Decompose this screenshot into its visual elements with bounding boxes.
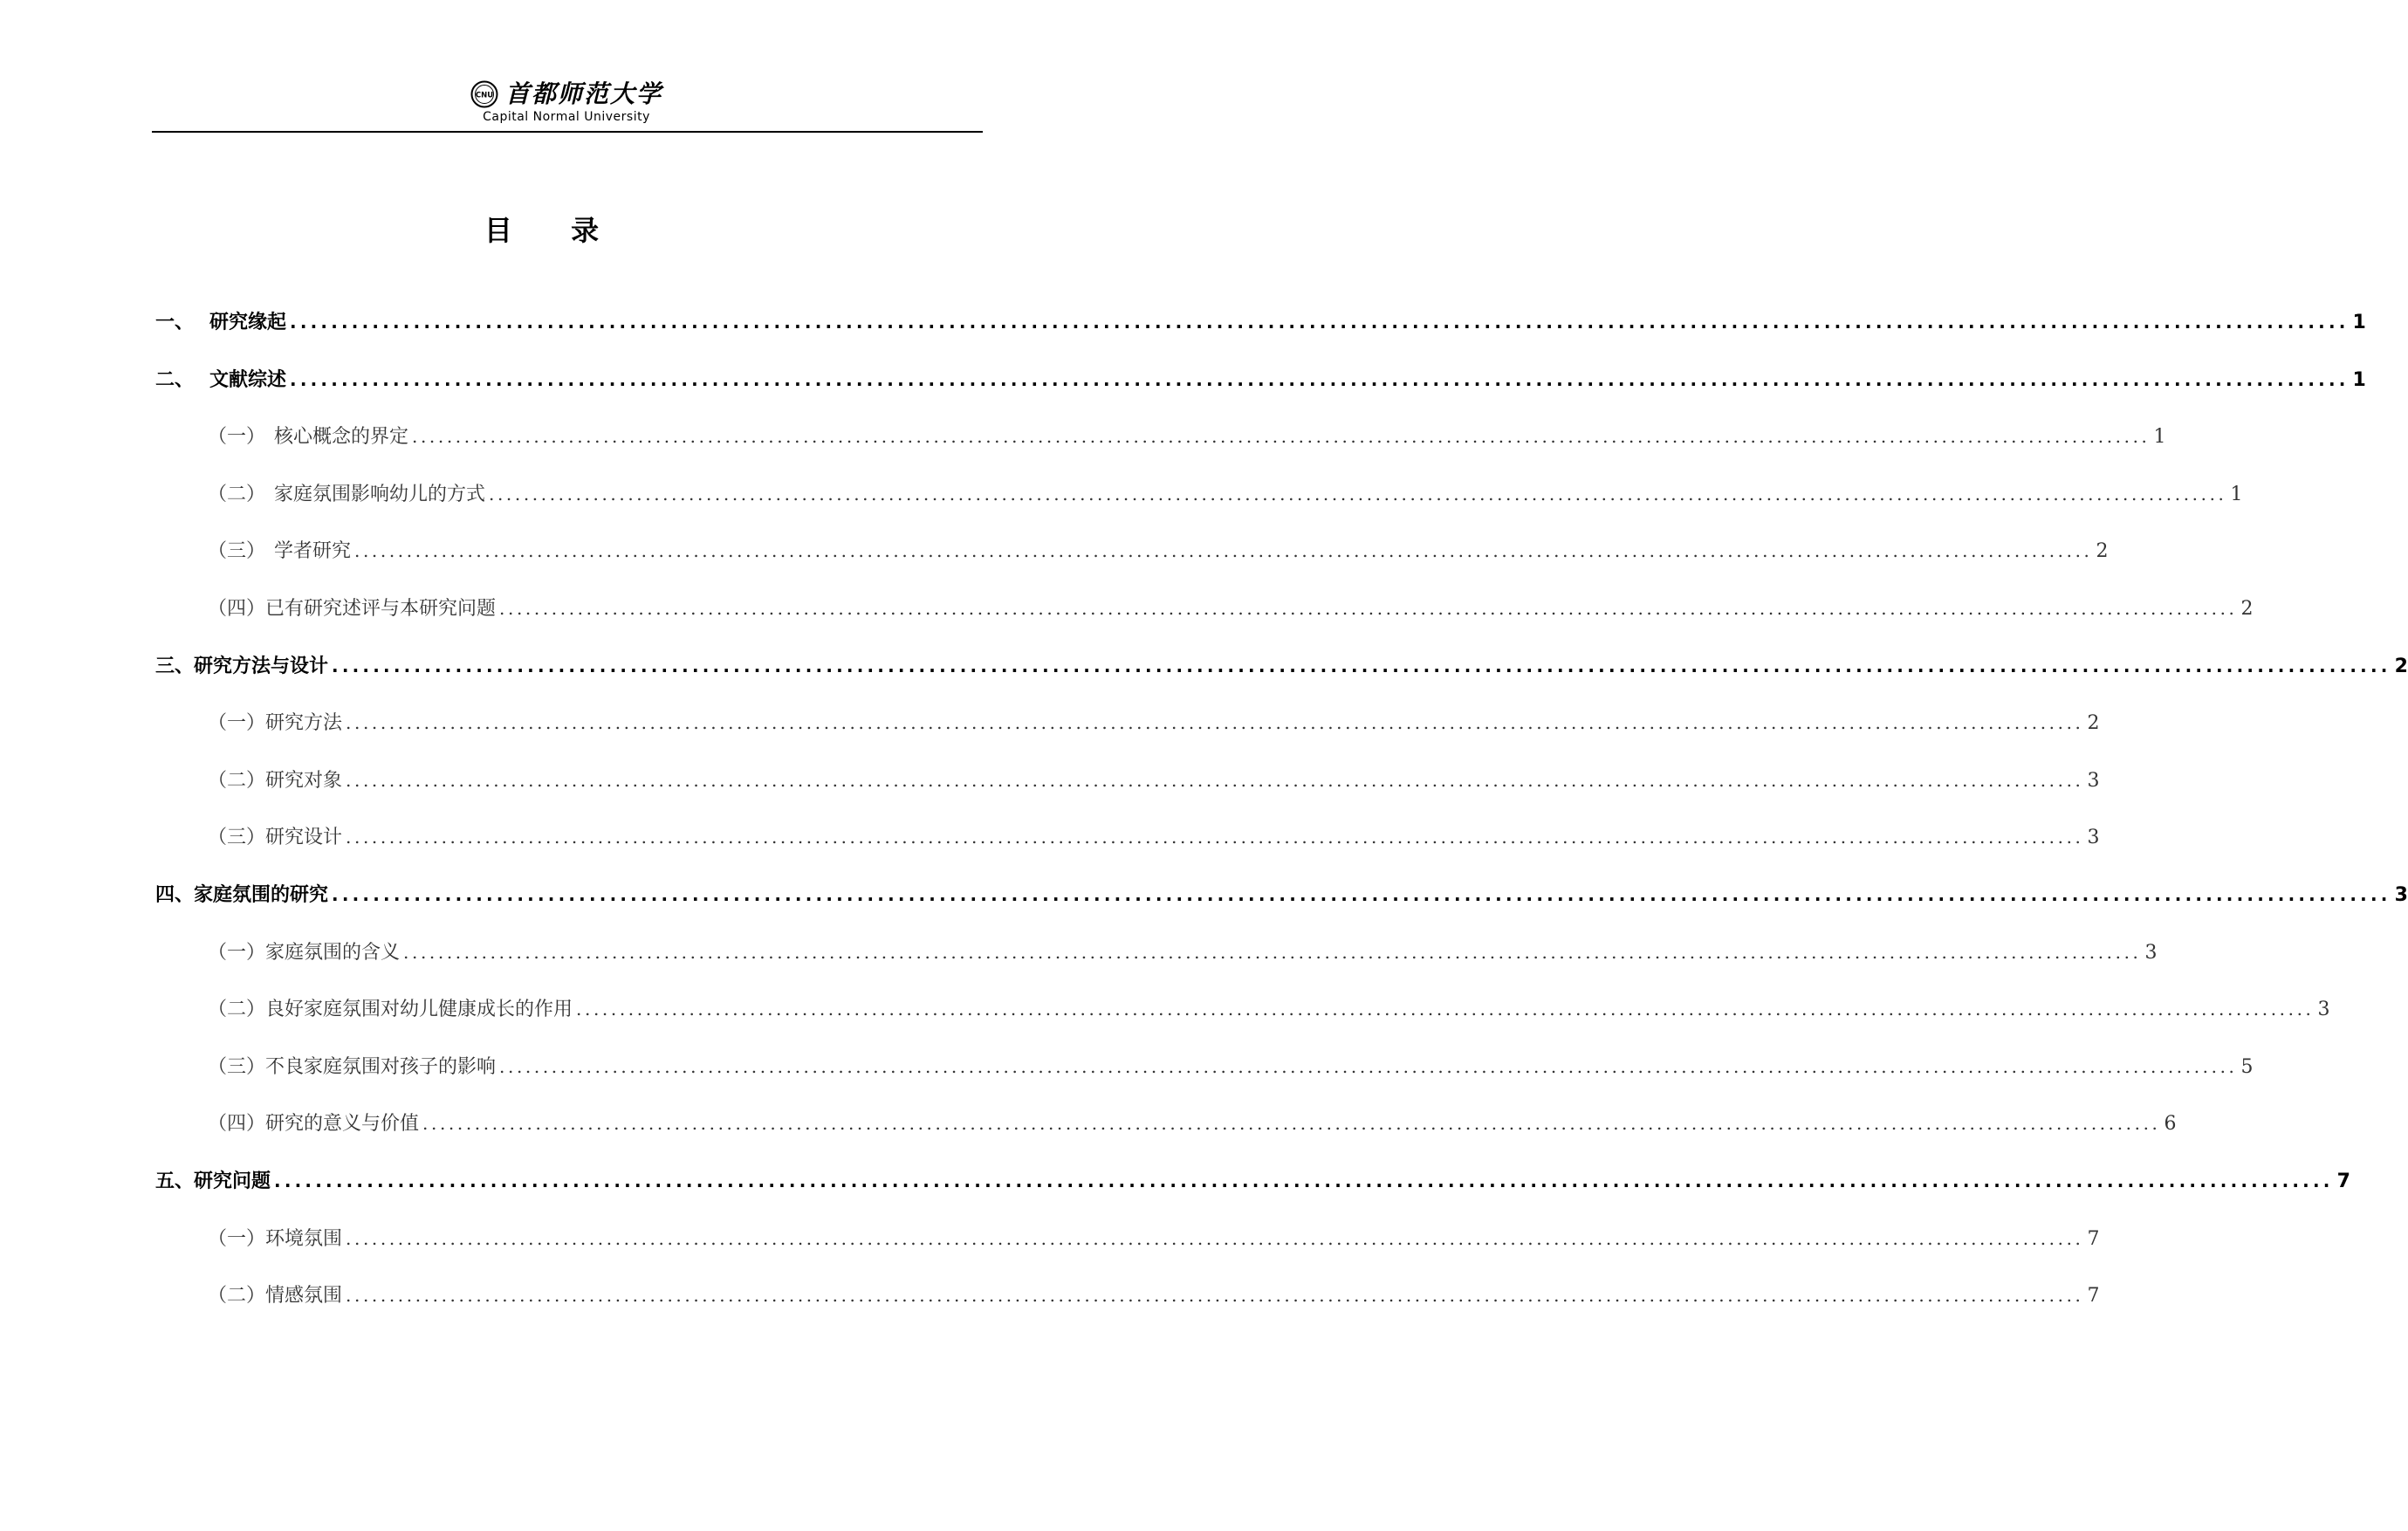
toc-entry-label: 学者研究	[274, 540, 352, 563]
toc-dot-leader: ........................................................................................................................................................................................................	[354, 540, 2093, 562]
toc-dot-leader: ........................................................................................................................................................................................................	[290, 368, 2350, 390]
header-divider	[152, 131, 983, 133]
toc-entry[interactable]	[155, 307, 2366, 365]
toc-entry-number: （二）	[208, 483, 266, 505]
toc-entry-number: （四）	[208, 1113, 266, 1136]
toc-entry-number: （二）	[208, 769, 266, 792]
toc-entry[interactable]	[155, 1052, 2254, 1109]
toc-entry[interactable]	[155, 994, 2330, 1052]
toc-entry[interactable]	[155, 594, 2254, 651]
toc-entry[interactable]	[155, 422, 2166, 479]
toc-entry[interactable]	[155, 766, 2100, 823]
toc-entry-label: 研究设计	[265, 827, 343, 849]
toc-entry-number: （一）	[208, 941, 266, 964]
toc-page-number: 2	[2240, 597, 2254, 620]
toc-entry-number: 二、	[155, 368, 195, 391]
university-name-cn: 首都师范大学	[504, 79, 662, 108]
toc-entry-number: （三）	[208, 1055, 266, 1078]
toc-page-number: 7	[2336, 1170, 2350, 1192]
toc-entry-number: （一）	[208, 712, 266, 735]
toc-entry-label: 家庭氛围影响幼儿的方式	[274, 483, 486, 505]
university-seal-icon	[470, 80, 498, 108]
toc-page-number: 6	[2164, 1113, 2177, 1136]
toc-dot-leader: ........................................................................................................................................................................................................	[332, 883, 2391, 905]
toc-page-number: 2	[2394, 655, 2408, 677]
page-header	[152, 77, 981, 131]
toc-page-number: 3	[2317, 999, 2330, 1021]
table-of-contents	[155, 307, 2408, 1338]
toc-entry-label: 不良家庭氛围对孩子的影响	[265, 1055, 497, 1078]
toc-entry-number: 五、	[155, 1170, 195, 1192]
toc-entry-number: （二）	[208, 999, 266, 1021]
toc-dot-leader: ........................................................................................................................................................................................................	[422, 1113, 2161, 1135]
university-name-en: Capital Normal University	[483, 110, 650, 124]
toc-entry-label: 研究对象	[265, 769, 343, 792]
toc-entry-number: （三）	[208, 540, 266, 563]
toc-page-number: 5	[2240, 1055, 2254, 1078]
toc-dot-leader: ........................................................................................................................................................................................................	[346, 1285, 2084, 1307]
toc-dot-leader: ........................................................................................................................................................................................................	[346, 827, 2084, 848]
toc-dot-leader: ........................................................................................................................................................................................................	[346, 712, 2084, 734]
toc-dot-leader: ........................................................................................................................................................................................................	[346, 1227, 2084, 1249]
toc-entry-number: （四）	[208, 597, 266, 620]
toc-page-number: 7	[2087, 1227, 2100, 1250]
toc-entry-label: 环境氛围	[265, 1227, 343, 1250]
toc-entry[interactable]	[155, 479, 2243, 537]
toc-entry-label: 已有研究述评与本研究问题	[265, 597, 497, 620]
toc-entry[interactable]	[155, 708, 2100, 766]
toc-entry-label: 文献综述	[209, 368, 287, 391]
toc-entry-number: 三、	[155, 655, 195, 677]
toc-dot-leader: ........................................................................................................................................................................................................	[274, 1170, 2334, 1191]
toc-entry-label: 家庭氛围的含义	[265, 941, 401, 964]
toc-entry[interactable]	[155, 651, 2408, 709]
toc-entry[interactable]	[155, 822, 2100, 880]
toc-dot-leader: ........................................................................................................................................................................................................	[489, 483, 2227, 505]
toc-entry[interactable]	[155, 1224, 2100, 1281]
toc-entry[interactable]	[155, 880, 2408, 937]
toc-dot-leader: ........................................................................................................................................................................................................	[499, 597, 2238, 619]
toc-entry-label: 核心概念的界定	[274, 426, 409, 449]
toc-entry[interactable]	[155, 1109, 2177, 1166]
toc-dot-leader: ........................................................................................................................................................................................................	[576, 999, 2315, 1020]
toc-page-number: 3	[2087, 769, 2100, 792]
toc-entry-label: 研究方法	[265, 712, 343, 735]
toc-entry-label: 研究问题	[194, 1170, 271, 1192]
toc-entry-label: 家庭氛围的研究	[194, 883, 329, 906]
toc-page-number: 3	[2144, 941, 2158, 964]
toc-page-number: 7	[2087, 1285, 2100, 1308]
toc-dot-leader: ........................................................................................................................................................................................................	[412, 426, 2151, 448]
toc-title: 目 录	[484, 214, 624, 247]
toc-dot-leader: ........................................................................................................................................................................................................	[332, 655, 2391, 676]
toc-entry[interactable]	[155, 937, 2158, 995]
toc-page-number: 3	[2394, 883, 2408, 906]
toc-entry[interactable]	[155, 536, 2109, 594]
toc-dot-leader: ........................................................................................................................................................................................................	[403, 941, 2142, 963]
toc-page-number: 1	[2352, 312, 2366, 333]
university-logo	[152, 77, 981, 112]
toc-page-number: 1	[2153, 426, 2166, 449]
toc-entry-label: 研究方法与设计	[194, 655, 329, 677]
toc-entry-number: （一）	[208, 426, 266, 449]
toc-page-number: 2	[2096, 540, 2109, 563]
toc-entry[interactable]	[155, 1280, 2100, 1338]
toc-entry-label: 良好家庭氛围对幼儿健康成长的作用	[265, 999, 573, 1021]
toc-entry-number: （二）	[208, 1285, 266, 1308]
toc-entry-number: （三）	[208, 827, 266, 849]
toc-entry[interactable]	[155, 1166, 2350, 1224]
toc-entry-label: 情感氛围	[265, 1285, 343, 1308]
toc-dot-leader: ........................................................................................................................................................................................................	[499, 1055, 2238, 1077]
toc-entry[interactable]	[155, 365, 2366, 422]
seal-text: CNU	[475, 91, 494, 100]
toc-entry-number: （一）	[208, 1227, 266, 1250]
toc-dot-leader: ........................................................................................................................................................................................................	[346, 769, 2084, 791]
toc-dot-leader: ........................................................................................................................................................................................................	[290, 312, 2350, 333]
toc-entry-label: 研究的意义与价值	[265, 1113, 420, 1136]
toc-page-number: 1	[2352, 368, 2366, 391]
toc-page-number: 3	[2087, 827, 2100, 849]
toc-page-number: 2	[2087, 712, 2100, 735]
toc-entry-number: 四、	[155, 883, 195, 906]
toc-entry-label: 研究缘起	[209, 312, 287, 333]
toc-page-number: 1	[2230, 483, 2243, 505]
toc-entry-number: 一、	[155, 312, 195, 333]
